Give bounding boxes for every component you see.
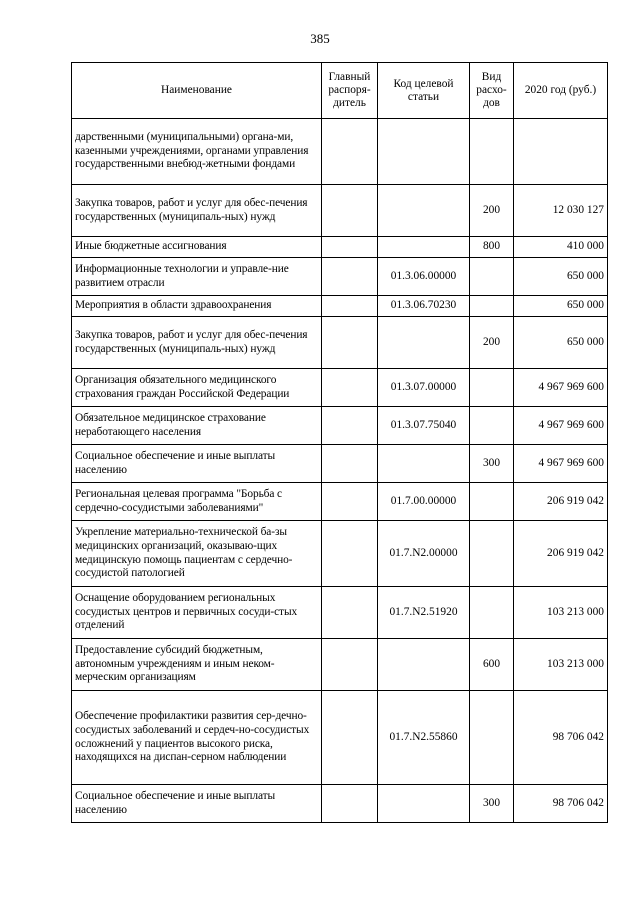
table-row [72,785,608,823]
table-row [72,185,608,237]
cell-code [378,119,470,185]
cell-type [470,369,514,407]
cell-code: 01.7.00.00000 [378,483,470,521]
cell-amount: 4 967 969 600 [514,445,608,483]
cell-type: 600 [470,639,514,691]
cell-amount: 4 967 969 600 [514,407,608,445]
cell-type: 800 [470,237,514,258]
header-name: Наименование [72,63,322,119]
cell-admin [322,369,378,407]
cell-name: Закупка товаров, работ и услуг для обес-печения государственных (муниципаль-ных) нужд [72,185,322,237]
cell-amount: 4 967 969 600 [514,369,608,407]
cell-amount: 206 919 042 [514,521,608,587]
cell-type: 200 [470,185,514,237]
table-row [72,119,608,185]
cell-name: Мероприятия в области здравоохранения [72,296,322,317]
cell-amount: 410 000 [514,237,608,258]
header-amount: 2020 год (руб.) [514,63,608,119]
cell-code [378,317,470,369]
table-row [72,317,608,369]
cell-name: Предоставление субсидий бюджетным, автономным учреждениям и иным неком-мерческим организациям [72,639,322,691]
table-row [72,296,608,317]
cell-name: Иные бюджетные ассигнования [72,237,322,258]
cell-amount: 650 000 [514,296,608,317]
cell-admin [322,445,378,483]
page-number: 385 [310,31,330,46]
cell-admin [322,483,378,521]
cell-admin [322,185,378,237]
cell-code: 01.3.06.00000 [378,258,470,296]
table-row [72,237,608,258]
cell-admin [322,691,378,785]
cell-type [470,407,514,445]
cell-type: 200 [470,317,514,369]
cell-amount: 206 919 042 [514,483,608,521]
cell-code [378,639,470,691]
cell-name: Укрепление материально-технической ба-зы медицинских организаций, оказываю-щих медицинскую помощь пациентам с сердечно-сосудистой патологией [72,521,322,587]
cell-type [470,691,514,785]
cell-admin [322,237,378,258]
cell-name: Организация обязательного медицинского страхования граждан Российской Федерации [72,369,322,407]
cell-admin [322,785,378,823]
cell-code [378,185,470,237]
cell-admin [322,317,378,369]
cell-type [470,119,514,185]
cell-amount: 98 706 042 [514,785,608,823]
cell-type [470,483,514,521]
cell-admin [322,639,378,691]
cell-code: 01.7.N2.55860 [378,691,470,785]
cell-admin [322,521,378,587]
cell-name: Закупка товаров, работ и услуг для обес-печения государственных (муниципаль-ных) нужд [72,317,322,369]
cell-name: дарственными (муниципальными) органа-ми, казенными учреждениями, органами управления государственными внебюд-жетными фондами [72,119,322,185]
cell-name: Социальное обеспечение и иные выплаты населению [72,785,322,823]
cell-admin [322,407,378,445]
cell-name: Социальное обеспечение и иные выплаты населению [72,445,322,483]
table-row [72,483,608,521]
cell-name: Оснащение оборудованием региональных сосудистых центров и первичных сосуди-стых отделений [72,587,322,639]
cell-type [470,258,514,296]
cell-admin [322,587,378,639]
cell-amount [514,119,608,185]
cell-type [470,296,514,317]
cell-name: Обеспечение профилактики развития сер-дечно-сосудистых заболеваний и сердеч-но-сосудистых осложнений у пациентов высокого риска, находящихся на диспан-серном наблюдении [72,691,322,785]
cell-name: Обязательное медицинское страхование неработающего населения [72,407,322,445]
table-row [72,639,608,691]
cell-code [378,785,470,823]
cell-amount: 12 030 127 [514,185,608,237]
table-row [72,445,608,483]
cell-code: 01.3.07.75040 [378,407,470,445]
table-row [72,407,608,445]
budget-table [71,62,608,823]
table-row [72,369,608,407]
table-row [72,587,608,639]
cell-code [378,445,470,483]
cell-amount: 103 213 000 [514,587,608,639]
table-header-row [72,63,608,119]
cell-code: 01.3.06.70230 [378,296,470,317]
table-row [72,258,608,296]
cell-code: 01.7.N2.51920 [378,587,470,639]
header-type: Вид расхо-дов [470,63,514,119]
cell-code: 01.3.07.00000 [378,369,470,407]
cell-type: 300 [470,445,514,483]
cell-type [470,587,514,639]
cell-name: Информационные технологии и управле-ние развитием отрасли [72,258,322,296]
cell-type [470,521,514,587]
header-code: Код целевой статьи [378,63,470,119]
table-row [72,691,608,785]
cell-type: 300 [470,785,514,823]
table-row [72,521,608,587]
cell-admin [322,296,378,317]
cell-admin [322,258,378,296]
cell-amount: 103 213 000 [514,639,608,691]
cell-code: 01.7.N2.00000 [378,521,470,587]
cell-amount: 650 000 [514,258,608,296]
header-admin: Главный распоря-дитель [322,63,378,119]
cell-amount: 98 706 042 [514,691,608,785]
cell-name: Региональная целевая программа "Борьба с сердечно-сосудистыми заболеваниями" [72,483,322,521]
cell-amount: 650 000 [514,317,608,369]
cell-admin [322,119,378,185]
cell-code [378,237,470,258]
